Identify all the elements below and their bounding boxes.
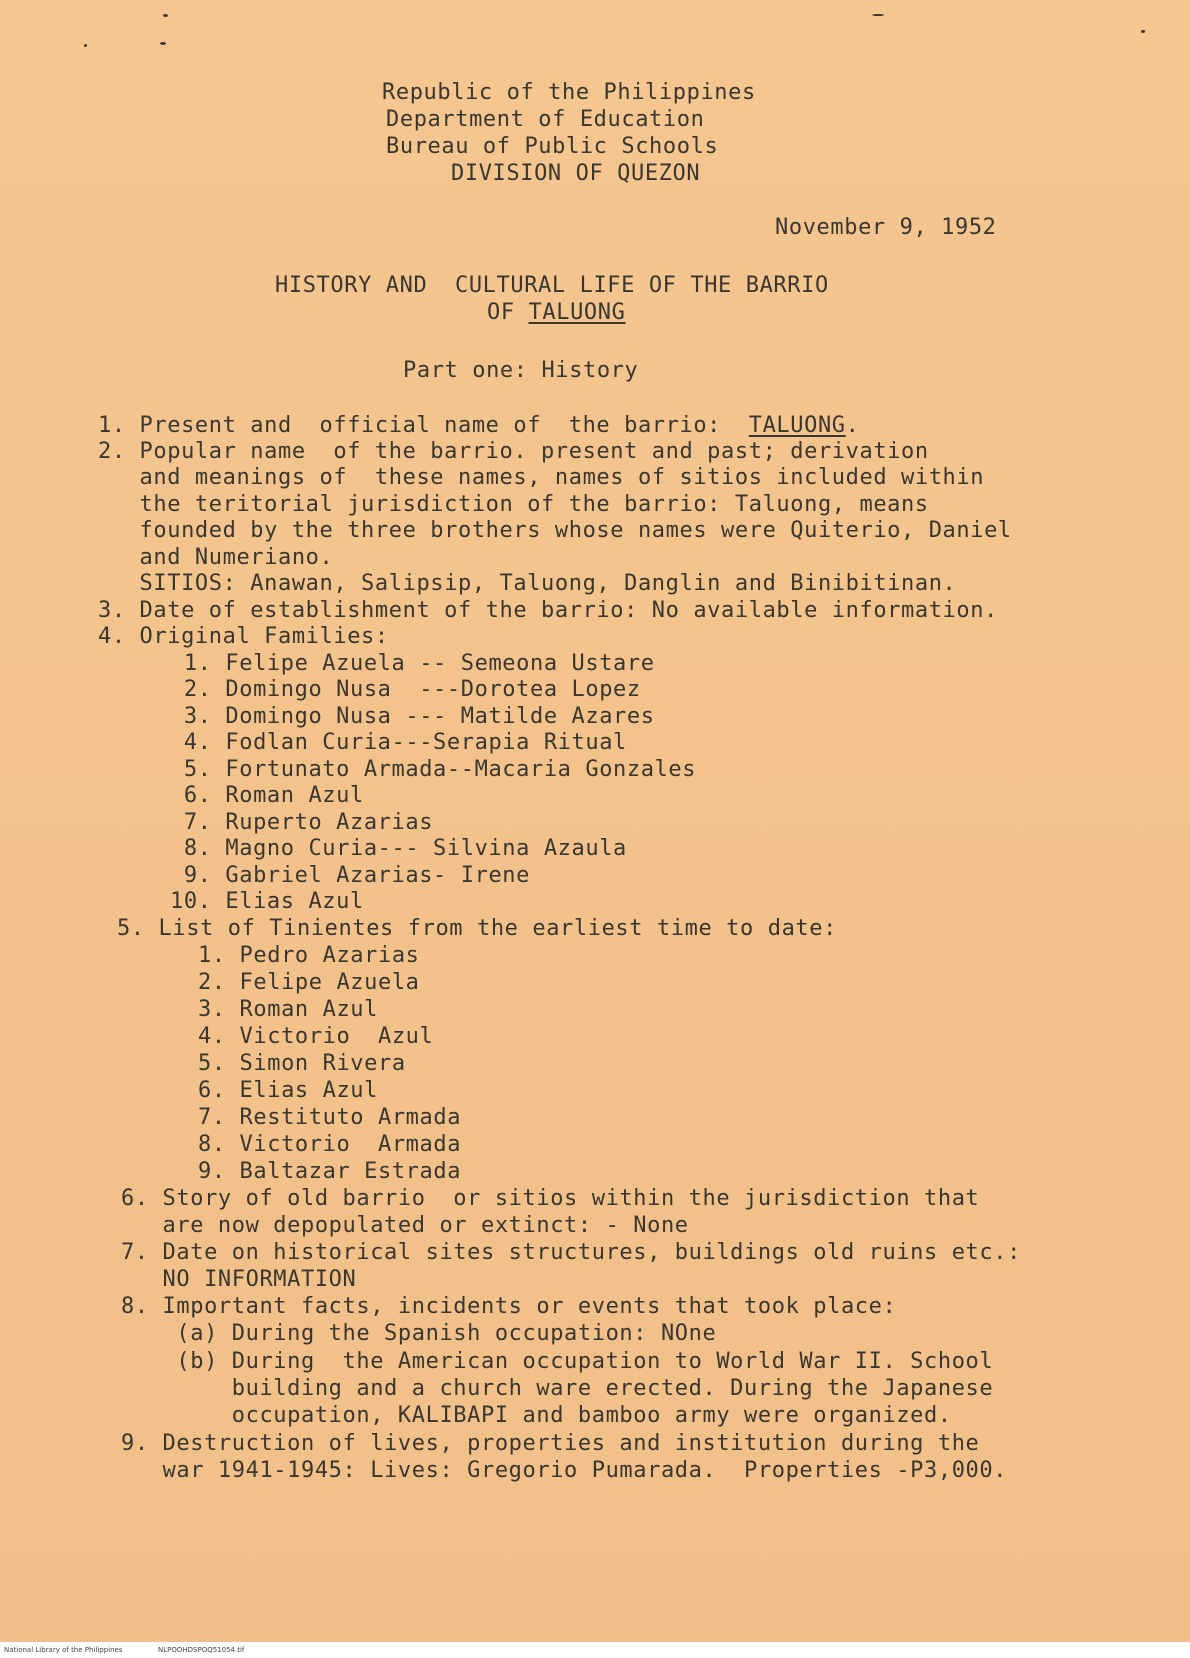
barrio-name-underlined: TALUONG bbox=[528, 300, 626, 325]
letterhead-department: Department of Education bbox=[386, 107, 705, 132]
ink-speck bbox=[84, 44, 87, 47]
document-date: November 9, 1952 bbox=[775, 215, 997, 240]
ink-speck bbox=[163, 14, 168, 17]
family-entry: 8. Magno Curia--- Silvina Azaula bbox=[170, 836, 627, 861]
teniente-entry: 4. Victorio Azul bbox=[198, 1024, 434, 1049]
teniente-entry: 2. Felipe Azuela bbox=[198, 970, 420, 995]
family-entry: 9. Gabriel Azarias- Irene bbox=[170, 863, 530, 888]
footer-filename: NLPOOHDSPOQ51054.tif bbox=[158, 1646, 245, 1654]
family-entry: 2. Domingo Nusa ---Dorotea Lopez bbox=[170, 677, 641, 702]
item-6-line: 6. Story of old barrio or sitios within the jurisdiction that bbox=[121, 1186, 980, 1211]
item-6-line: are now depopulated or extinct: - None bbox=[121, 1213, 689, 1238]
letterhead-republic: Republic of the Philippines bbox=[382, 80, 756, 105]
family-entry: 5. Fortunato Armada--Macaria Gonzales bbox=[170, 757, 697, 782]
item-8-line: (a) During the Spanish occupation: NOne bbox=[121, 1321, 717, 1346]
family-entry: 10. Elias Azul bbox=[170, 889, 364, 914]
item-9-line: 9. Destruction of lives, properties and institution during the bbox=[121, 1431, 980, 1456]
item-2-line: founded by the three brothers whose names were Quiterio, Daniel bbox=[98, 518, 1012, 543]
item-2-line: the teritorial jurisdiction of the barrio: Taluong, means bbox=[98, 492, 929, 517]
item-8-line: building and a church ware erected. During the Japanese bbox=[121, 1376, 994, 1401]
item-1: 1. Present and official name of the barrio: TALUONG. bbox=[98, 413, 860, 438]
teniente-entry: 8. Victorio Armada bbox=[198, 1132, 462, 1157]
teniente-entry: 3. Roman Azul bbox=[198, 997, 378, 1022]
item-2-line: and meanings of these names, names of sitios included within bbox=[98, 465, 985, 490]
teniente-entry: 7. Restituto Armada bbox=[198, 1105, 462, 1130]
document-title: HISTORY AND CULTURAL LIFE OF THE BARRIO bbox=[275, 273, 829, 298]
item-4-heading: 4. Original Families: bbox=[98, 624, 389, 649]
part-heading: Part one: History bbox=[403, 358, 639, 383]
family-entry: 1. Felipe Azuela -- Semeona Ustare bbox=[170, 651, 655, 676]
item-5-heading: 5. List of Tinientes from the earliest time to date: bbox=[117, 916, 837, 941]
item-9-line: war 1941-1945: Lives: Gregorio Pumarada. Properties -P3,000. bbox=[121, 1458, 1008, 1483]
ink-speck bbox=[160, 42, 166, 45]
item-8-line: occupation, KALIBAPI and bamboo army were organized. bbox=[121, 1403, 952, 1428]
item-3: 3. Date of establishment of the barrio: No available information. bbox=[98, 598, 998, 623]
footer-library: National Library of the Philippines bbox=[4, 1646, 123, 1654]
family-entry: 6. Roman Azul bbox=[170, 783, 364, 808]
family-entry: 3. Domingo Nusa --- Matilde Azares bbox=[170, 704, 655, 729]
family-entry: 4. Fodlan Curia---Serapia Ritual bbox=[170, 730, 627, 755]
teniente-entry: 1. Pedro Azarias bbox=[198, 943, 420, 968]
teniente-entry: 9. Baltazar Estrada bbox=[198, 1159, 462, 1184]
ink-speck bbox=[1141, 30, 1145, 33]
teniente-entry: 5. Simon Rivera bbox=[198, 1051, 406, 1076]
teniente-entry: 6. Elias Azul bbox=[198, 1078, 378, 1103]
item-7-line: NO INFORMATION bbox=[121, 1267, 357, 1292]
family-entry: 7. Ruperto Azarias bbox=[170, 810, 434, 835]
official-name: TALUONG bbox=[748, 413, 846, 438]
letterhead-bureau: Bureau of Public Schools bbox=[386, 134, 719, 159]
item-7-line: 7. Date on historical sites structures, buildings old ruins etc.: bbox=[121, 1240, 1021, 1265]
scan-footer bbox=[0, 1642, 1190, 1658]
item-8-line: 8. Important facts, incidents or events that took place: bbox=[121, 1294, 897, 1319]
item-2-line: and Numeriano. bbox=[98, 545, 334, 570]
item-2-sitios: SITIOS: Anawan, Salipsip, Taluong, Danglin and Binibitinan. bbox=[98, 571, 957, 596]
item-2-line: 2. Popular name of the barrio. present and past; derivation bbox=[98, 439, 929, 464]
item-8-line: (b) During the American occupation to World War II. School bbox=[121, 1349, 994, 1374]
ink-speck bbox=[872, 14, 884, 16]
letterhead-division: DIVISION OF QUEZON bbox=[451, 161, 701, 186]
document-title-line2: OF TALUONG bbox=[487, 300, 626, 325]
